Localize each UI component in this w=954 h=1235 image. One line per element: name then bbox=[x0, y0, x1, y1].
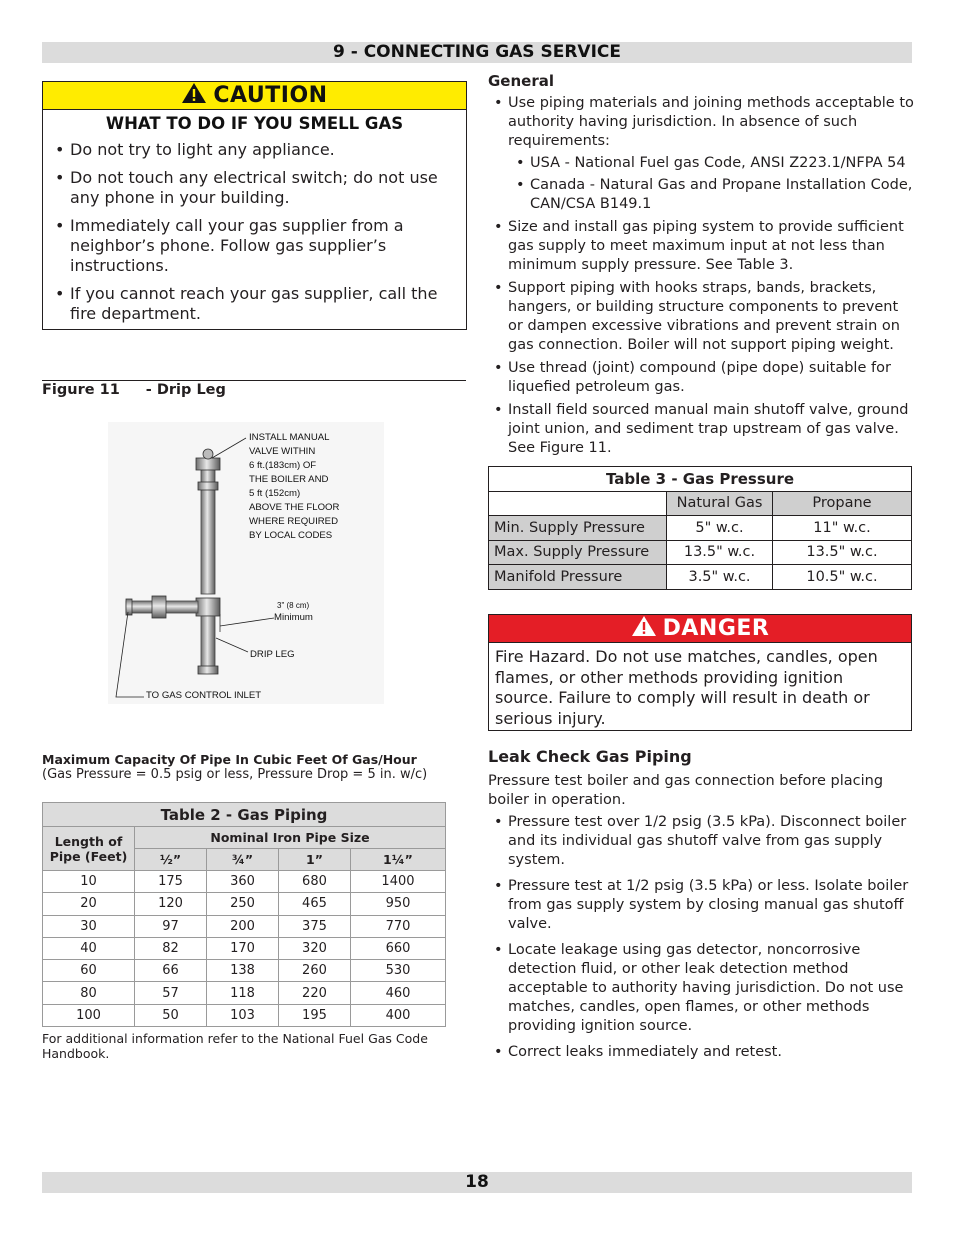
size-col: ¾” bbox=[206, 849, 278, 871]
list-item: • Do not try to light any appliance. bbox=[55, 140, 460, 160]
danger-banner bbox=[489, 615, 911, 643]
figure-divider bbox=[42, 380, 466, 381]
table-cell: 30 bbox=[43, 915, 135, 937]
warning-triangle-icon bbox=[631, 615, 657, 637]
figure-title bbox=[42, 382, 226, 398]
table-cell: 320 bbox=[278, 937, 350, 959]
list-item: • Do not touch any electrical switch; do not use any phone in your building. bbox=[55, 168, 460, 208]
table-cell: 465 bbox=[278, 893, 350, 915]
table-cell: 13.5" w.c. bbox=[773, 540, 912, 565]
manual-valve bbox=[196, 458, 220, 470]
table-cell: 100 bbox=[43, 1004, 135, 1026]
figure-number: Figure 11 bbox=[42, 382, 120, 398]
general-list bbox=[492, 94, 914, 462]
table-header: Propane bbox=[773, 491, 912, 516]
pipe-end bbox=[126, 599, 132, 615]
warning-triangle-icon bbox=[181, 82, 207, 104]
table-cell: 80 bbox=[43, 982, 135, 1004]
caution-box bbox=[42, 81, 467, 330]
inlet-label: TO GAS CONTROL INLET bbox=[146, 690, 262, 701]
table-row bbox=[43, 982, 446, 1004]
table-cell: 200 bbox=[206, 915, 278, 937]
table-cell: 195 bbox=[278, 1004, 350, 1026]
list-item: • If you cannot reach your gas supplier, call the fire department. bbox=[55, 284, 460, 324]
gas-piping-table bbox=[42, 802, 446, 1027]
table-corner-cell bbox=[489, 491, 667, 516]
figure-caption: - Drip Leg bbox=[145, 382, 226, 398]
table-row bbox=[43, 937, 446, 959]
row-label: Min. Supply Pressure bbox=[489, 516, 667, 541]
valve-label-4: THE BOILER AND bbox=[249, 474, 329, 485]
list-item: • Canada - Natural Gas and Propane Installation Code, CAN/CSA B149.1 bbox=[514, 176, 914, 214]
table-cell: 220 bbox=[278, 982, 350, 1004]
table-cell: 20 bbox=[43, 893, 135, 915]
danger-label: DANGER bbox=[662, 616, 770, 641]
size-col: ½” bbox=[135, 849, 207, 871]
table-row bbox=[43, 960, 446, 982]
list-item: • Size and install gas piping system to provide sufficient gas supply to meet maximum input at not less than minimum supply pressure. See Table 3. bbox=[492, 218, 914, 275]
table-cell: 103 bbox=[206, 1004, 278, 1026]
drip-leg-label: DRIP LEG bbox=[250, 649, 295, 660]
table-cell: 5" w.c. bbox=[667, 516, 773, 541]
valve-label-7: WHERE REQUIRED bbox=[249, 516, 339, 527]
table-cell: 82 bbox=[135, 937, 207, 959]
list-item-text: Use piping materials and joining methods acceptable to authority having jurisdiction. In absence of such requirements: bbox=[508, 95, 914, 149]
table-row bbox=[43, 915, 446, 937]
table-row bbox=[489, 516, 912, 541]
table-cell: 770 bbox=[350, 915, 445, 937]
table-cell: 3.5" w.c. bbox=[667, 565, 773, 590]
general-heading: General bbox=[488, 72, 554, 90]
page-number: 18 bbox=[465, 1172, 489, 1192]
table-row bbox=[43, 1004, 446, 1026]
list-item: • Install field sourced manual main shutoff valve, ground joint union, and sediment trap upstream of gas valve. See Figure 11. bbox=[492, 401, 914, 458]
danger-box bbox=[488, 614, 912, 731]
table-cell: 1400 bbox=[350, 871, 445, 893]
list-item: • Immediately call your gas supplier from a neighbor’s phone. Follow gas supplier’s instructions. bbox=[55, 216, 460, 276]
dimension-label: 3" (8 cm) bbox=[277, 601, 310, 610]
table-cell: 120 bbox=[135, 893, 207, 915]
table-cell: 375 bbox=[278, 915, 350, 937]
minimum-label: Minimum bbox=[274, 612, 313, 623]
table-cell: 11" w.c. bbox=[773, 516, 912, 541]
code-sub-list bbox=[514, 154, 914, 214]
list-item: • USA - National Fuel gas Code, ANSI Z223.1/NFPA 54 bbox=[514, 154, 914, 173]
list-item bbox=[492, 94, 914, 214]
table-cell: 97 bbox=[135, 915, 207, 937]
list-item: • Pressure test at 1/2 psig (3.5 kPa) or less. Isolate boiler from gas supply system by closing manual gas shutoff valve. bbox=[492, 877, 914, 934]
caution-list bbox=[55, 140, 460, 324]
table-caption: Table 2 - Gas Piping bbox=[43, 803, 446, 827]
caution-heading: WHAT TO DO IF YOU SMELL GAS bbox=[105, 114, 404, 133]
danger-text: Fire Hazard. Do not use matches, candles, open flames, or other methods providing ignition source. Failure to comply will result in death or serious injury. bbox=[495, 647, 878, 728]
list-item: • Correct leaks immediately and retest. bbox=[492, 1043, 914, 1062]
table-cell: 10.5" w.c. bbox=[773, 565, 912, 590]
table-row bbox=[43, 893, 446, 915]
valve-label-5: 5 ft (152cm) bbox=[249, 488, 301, 499]
caution-banner bbox=[43, 82, 466, 110]
table-cell: 175 bbox=[135, 871, 207, 893]
valve-label-1: INSTALL MANUAL bbox=[249, 432, 330, 443]
table-caption: Table 3 - Gas Pressure bbox=[489, 467, 912, 492]
table-cell: 66 bbox=[135, 960, 207, 982]
table-cell: 118 bbox=[206, 982, 278, 1004]
table-cell: 530 bbox=[350, 960, 445, 982]
list-item: • Locate leakage using gas detector, noncorrosive detection fluid, or other leak detection method acceptable to authority having jurisdiction. Do not use matches, candles, open flames, or other methods providing ignition source. bbox=[492, 941, 914, 1036]
max-capacity-title: Maximum Capacity Of Pipe In Cubic Feet Of Gas/Hour bbox=[42, 752, 417, 767]
section-title: 9 - CONNECTING GAS SERVICE bbox=[332, 42, 621, 62]
table-row bbox=[43, 871, 446, 893]
table-header: Natural Gas bbox=[667, 491, 773, 516]
list-item: • Pressure test over 1/2 psig (3.5 kPa). Disconnect boiler and its individual gas shutoff valve from gas supply system. bbox=[492, 813, 914, 870]
row-label: Manifold Pressure bbox=[489, 565, 667, 590]
valve-label-8: BY LOCAL CODES bbox=[249, 530, 333, 541]
table-cell: 40 bbox=[43, 937, 135, 959]
table-cell: 660 bbox=[350, 937, 445, 959]
list-item: • Support piping with hooks straps, bands, brackets, hangers, or building structure components to prevent or dampen excessive vibrations and prevent strain on gas connection. Boiler will not support piping weight. bbox=[492, 279, 914, 355]
table-note: For additional information refer to the National Fuel Gas Code Handbook. bbox=[42, 1031, 428, 1061]
drip-leg-pipe bbox=[201, 616, 215, 668]
leak-check-list bbox=[492, 813, 914, 1069]
valve-handle bbox=[203, 449, 213, 459]
table-cell: 60 bbox=[43, 960, 135, 982]
drip-leg-diagram bbox=[108, 422, 384, 704]
table-cell: 10 bbox=[43, 871, 135, 893]
gas-pressure-table bbox=[488, 466, 912, 590]
tee-fitting bbox=[196, 598, 220, 616]
caution-label: CAUTION bbox=[213, 83, 328, 108]
max-capacity-caption bbox=[42, 752, 442, 782]
table-row bbox=[489, 565, 912, 590]
drip-leg-cap bbox=[198, 666, 218, 674]
table-cell: 400 bbox=[350, 1004, 445, 1026]
table-cell: 250 bbox=[206, 893, 278, 915]
table-cell: 170 bbox=[206, 937, 278, 959]
size-header: Nominal Iron Pipe Size bbox=[135, 827, 446, 849]
size-col: 1¼” bbox=[350, 849, 445, 871]
section-header bbox=[42, 42, 912, 63]
table-cell: 13.5" w.c. bbox=[667, 540, 773, 565]
length-header: Length of Pipe (Feet) bbox=[43, 827, 135, 871]
fitting bbox=[198, 482, 218, 490]
page-footer bbox=[42, 1172, 912, 1193]
table-cell: 680 bbox=[278, 871, 350, 893]
table-row bbox=[489, 540, 912, 565]
table-cell: 57 bbox=[135, 982, 207, 1004]
table-cell: 138 bbox=[206, 960, 278, 982]
table-cell: 950 bbox=[350, 893, 445, 915]
leak-check-heading: Leak Check Gas Piping bbox=[488, 747, 692, 766]
table-cell: 50 bbox=[135, 1004, 207, 1026]
table-cell: 260 bbox=[278, 960, 350, 982]
valve-label-3: 6 ft.(183cm) OF bbox=[249, 460, 317, 471]
union-fitting bbox=[152, 596, 166, 618]
leak-check-intro: Pressure test boiler and gas connection before placing boiler in operation. bbox=[488, 773, 884, 808]
size-col: 1” bbox=[278, 849, 350, 871]
valve-label-6: ABOVE THE FLOOR bbox=[249, 502, 340, 513]
list-item: • Use thread (joint) compound (pipe dope) suitable for liquefied petroleum gas. bbox=[492, 359, 914, 397]
table-cell: 460 bbox=[350, 982, 445, 1004]
row-label: Max. Supply Pressure bbox=[489, 540, 667, 565]
table-cell: 360 bbox=[206, 871, 278, 893]
max-capacity-subtitle: (Gas Pressure = 0.5 psig or less, Pressure Drop = 5 in. w/c) bbox=[42, 767, 428, 782]
valve-label-2: VALVE WITHIN bbox=[249, 446, 316, 457]
